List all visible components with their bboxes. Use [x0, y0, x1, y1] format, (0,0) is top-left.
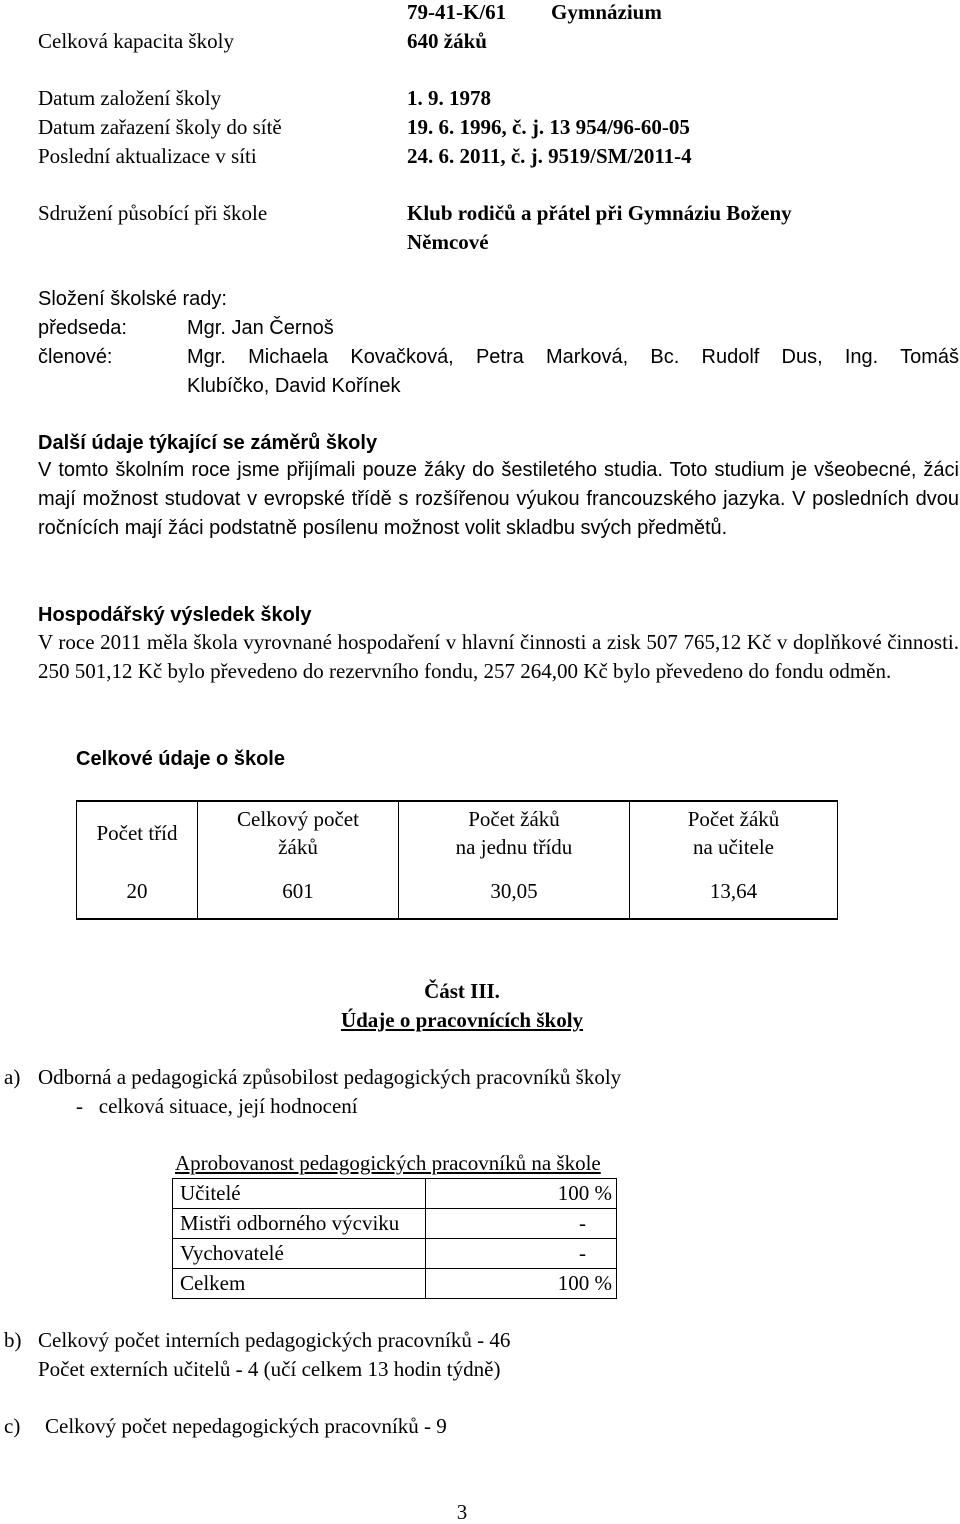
row-value: -	[426, 1209, 617, 1239]
header-students-per-teacher: Počet žáků na učitele	[630, 801, 838, 864]
association-value-line2: Němcové	[407, 230, 489, 254]
value-students-per-class: 30,05	[399, 864, 630, 919]
item-a-marker: a)	[4, 1065, 21, 1089]
council-members-label: členové:	[38, 346, 113, 368]
update-label: Poslední aktualizace v síti	[38, 144, 257, 168]
item-b-marker: b)	[4, 1328, 22, 1352]
item-c-text: Celkový počet nepedagogických pracovníků - 9	[45, 1414, 447, 1438]
network-label: Datum zařazení školy do sítě	[38, 115, 282, 139]
capacity-value: 640 žáků	[407, 29, 487, 53]
item-b-line1: Celkový počet interních pedagogických pracovníků - 46	[38, 1328, 511, 1352]
field-code: 79-41-K/61	[407, 0, 507, 24]
summary-header-row	[77, 801, 838, 864]
part-title: Část III.	[424, 979, 500, 1003]
value-students-per-teacher: 13,64	[630, 864, 838, 919]
summary-value-row	[77, 864, 838, 919]
founded-label: Datum založení školy	[38, 86, 222, 110]
summary-heading: Celkové údaje o škole	[76, 748, 285, 770]
header-students-per-class: Počet žáků na jednu třídu	[399, 801, 630, 864]
council-members-line1: Mgr. Michaela Kovačková, Petra Marková, Bc. Rudolf Dus, Ing. Tomáš	[187, 346, 959, 368]
council-title: Složení školské rady:	[38, 288, 227, 310]
row-value: 100 %	[426, 1179, 617, 1209]
item-b-line2: Počet externích učitelů - 4 (učí celkem 13 hodin týdně)	[38, 1357, 501, 1381]
item-a-sub: - celková situace, její hodnocení	[76, 1094, 358, 1118]
header-class-count: Počet tříd	[77, 801, 198, 864]
field-code-name: Gymnázium	[551, 0, 662, 24]
council-members-line2: Klubíčko, David Kořínek	[187, 375, 401, 397]
value-class-count: 20	[77, 864, 198, 919]
item-c-marker: c)	[4, 1414, 21, 1438]
intentions-text: V tomto školním roce jsme přijímali pouze žáky do šestiletého studia. Toto studium je všeobecné, žáci mají možnost studovat v evropské třídě s rozšířenou výukou francouzského jazyka. V posledních dvou ročnících mají žáci podstatně posílenu možnost volit skladbu svých předmětů.	[38, 459, 959, 539]
part-subtitle: Údaje o pracovnících školy	[340, 1008, 584, 1032]
founded-value: 1. 9. 1978	[407, 86, 491, 110]
intentions-heading: Další údaje týkající se záměrů školy	[38, 432, 378, 454]
network-value: 19. 6. 1996, č. j. 13 954/96-60-05	[407, 115, 690, 139]
association-label: Sdružení působící při škole	[38, 201, 268, 225]
row-value: 100 %	[426, 1269, 617, 1299]
item-a-text: Odborná a pedagogická způsobilost pedagogických pracovníků školy	[38, 1065, 622, 1089]
table-row	[173, 1269, 617, 1299]
header-student-total: Celkový počet žáků	[198, 801, 399, 864]
association-value-line1: Klub rodičů a přátel při Gymnáziu Boženy	[407, 201, 792, 225]
table-row	[173, 1209, 617, 1239]
economy-heading: Hospodářský výsledek školy	[38, 604, 312, 626]
council-chair-label: předseda:	[38, 317, 127, 339]
aprob-caption: Aprobovanost pedagogických pracovníků na škole	[175, 1151, 601, 1175]
row-label: Učitelé	[173, 1179, 426, 1209]
row-label: Vychovatelé	[173, 1239, 426, 1269]
summary-table	[76, 800, 838, 920]
capacity-label: Celková kapacita školy	[38, 29, 234, 53]
table-row	[173, 1179, 617, 1209]
row-value: -	[426, 1239, 617, 1269]
economy-text: V roce 2011 měla škola vyrovnané hospodaření v hlavní činnosti a zisk 507 765,12 Kč v doplňkové činnosti. 250 501,12 Kč bylo převedeno do rezervního fondu, 257 264,00 Kč bylo převedeno do fondu odměn.	[38, 630, 959, 683]
update-value: 24. 6. 2011, č. j. 9519/SM/2011-4	[407, 144, 692, 168]
row-label: Celkem	[173, 1269, 426, 1299]
aprob-table	[172, 1178, 617, 1299]
council-chair-value: Mgr. Jan Černoš	[187, 317, 334, 339]
value-student-total: 601	[198, 864, 399, 919]
page-number: 3	[456, 1500, 468, 1524]
table-row	[173, 1239, 617, 1269]
row-label: Mistři odborného výcviku	[173, 1209, 426, 1239]
